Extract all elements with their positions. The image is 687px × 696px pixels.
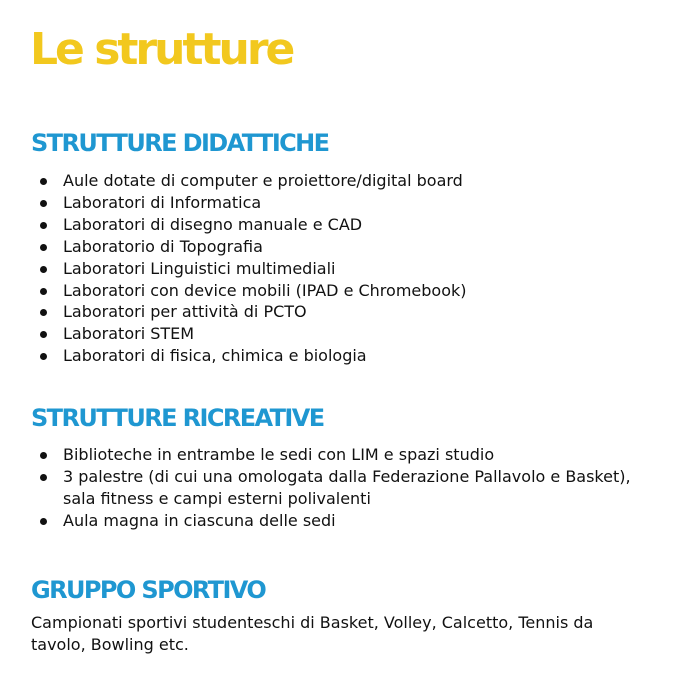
- list-item-text: Aule dotate di computer e proiettore/digital board: [63, 171, 463, 190]
- bullet-icon: [40, 309, 47, 316]
- list-item: [37, 466, 648, 510]
- list-item: [37, 214, 643, 236]
- list-item-text: Laboratori STEM: [63, 324, 195, 344]
- bullet-icon: [40, 353, 47, 360]
- list-item-text: Laboratori di Informatica: [63, 192, 262, 212]
- list-item: [37, 323, 643, 345]
- list-item-text: Laboratori per attività di PCTO: [63, 302, 307, 322]
- list-item: [37, 170, 643, 192]
- list-item: [37, 345, 643, 367]
- list-strutture-didattiche: [37, 170, 643, 367]
- list-item: [37, 301, 643, 323]
- bullet-icon: [40, 266, 47, 273]
- section-title-gruppo-sportivo: GRUPPO SPORTIVO: [31, 576, 266, 604]
- list-item: [37, 280, 643, 302]
- section-title-strutture-ricreative: STRUTTURE RICREATIVE: [31, 404, 324, 432]
- list-item-text: Aula magna in ciascuna delle sedi: [63, 510, 336, 530]
- list-item-text: Laboratori Linguistici multimediali: [63, 258, 336, 278]
- bullet-icon: [40, 244, 47, 251]
- bullet-icon: [40, 222, 47, 229]
- list-item-text: 3 palestre (di cui una omologata dalla Federazione Pallavolo e Basket), sala fitness e campi esterni polivalenti: [63, 466, 631, 508]
- bullet-icon: [40, 518, 47, 525]
- bullet-icon: [40, 200, 47, 207]
- page-title: Le strutture: [30, 24, 293, 75]
- list-item: [37, 258, 643, 280]
- bullet-icon: [40, 452, 47, 459]
- list-item-text: Laboratori di disegno manuale e CAD: [63, 214, 363, 234]
- gruppo-sportivo-text: Campionati sportivi studenteschi di Basket, Volley, Calcetto, Tennis da tavolo, Bowling etc.: [31, 613, 594, 654]
- list-item-text: Laboratori con device mobili (IPAD e Chromebook): [63, 280, 467, 300]
- bullet-icon: [40, 288, 47, 295]
- bullet-icon: [40, 178, 47, 185]
- list-item-text: Laboratorio di Topografia: [63, 236, 263, 256]
- list-item-text: Biblioteche in entrambe le sedi con LIM e spazi studio: [63, 445, 495, 464]
- list-item: [37, 236, 643, 258]
- list-item-text: Laboratori di fisica, chimica e biologia: [63, 346, 367, 366]
- section-title-strutture-didattiche: STRUTTURE DIDATTICHE: [31, 129, 329, 157]
- list-item: [37, 444, 643, 466]
- list-item: [37, 510, 643, 532]
- list-item: [37, 192, 643, 214]
- bullet-icon: [40, 331, 47, 338]
- list-strutture-ricreative: [37, 444, 648, 532]
- bullet-icon: [40, 474, 47, 481]
